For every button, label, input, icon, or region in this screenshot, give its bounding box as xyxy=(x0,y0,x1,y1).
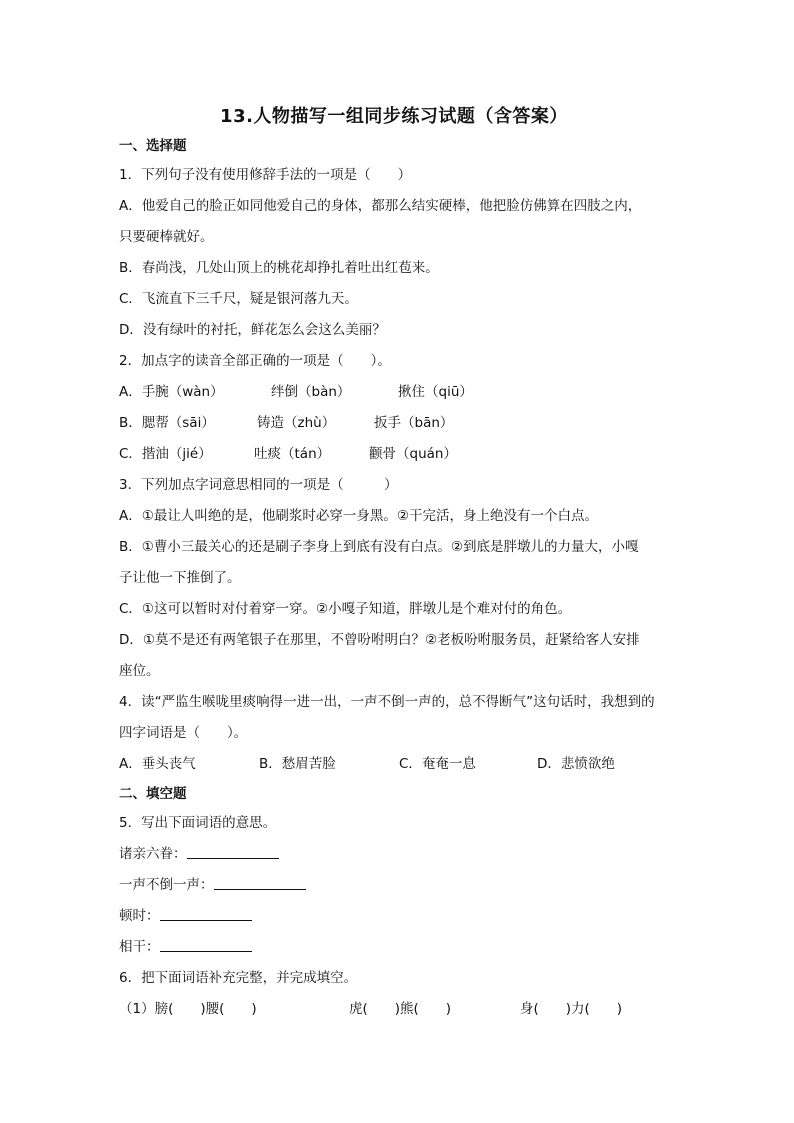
q2-row-a xyxy=(119,377,679,408)
q5-item-3 xyxy=(119,901,679,932)
q5-item-3-label: 顿时： xyxy=(119,908,160,924)
q6-items xyxy=(119,994,679,1025)
q2-c-item-3: 颧骨（quán） xyxy=(369,446,457,462)
q2-c-item-2: 吐痰（tán） xyxy=(254,446,331,462)
q4-option-a: A．垂头丧气 xyxy=(119,756,196,772)
q2-a-item-1: A．手腕（wàn） xyxy=(119,384,224,400)
answer-blank[interactable] xyxy=(160,937,252,952)
q4-stem-line2: 四字词语是（ ）。 xyxy=(119,725,248,741)
page-title: 13.人物描写一组同步练习试题（含答案） xyxy=(220,106,568,127)
q3-option-d-line1: D．①莫不是还有两笔银子在那里，不曾吩咐明白？②老板吩咐服务员，赶紧给客人安排 xyxy=(119,632,640,648)
q3-option-a: A．①最让人叫绝的是，他刷浆时必穿一身黑。②干完活，身上绝没有一个白点。 xyxy=(119,508,598,524)
q3-option-d-line2: 座位。 xyxy=(119,663,160,679)
q6-stem: 6．把下面词语补充完整，并完成填空。 xyxy=(119,970,358,986)
q4-options xyxy=(119,749,679,780)
q4-option-d: D．悲愤欲绝 xyxy=(537,756,615,772)
q3-option-b-line2: 子让他一下推倒了。 xyxy=(119,570,241,586)
q1-option-a-line2: 只要硬棒就好。 xyxy=(119,229,214,245)
q5-item-4-label: 相干： xyxy=(119,939,160,955)
section-heading-fill: 二、填空题 xyxy=(119,786,187,802)
q2-a-item-3: 揪住（qiū） xyxy=(398,384,473,400)
q5-item-1-label: 诸亲六眷： xyxy=(119,846,187,862)
q1-option-d: D．没有绿叶的衬托，鲜花怎么会这么美丽？ xyxy=(119,322,386,338)
q5-item-4 xyxy=(119,932,679,963)
q1-stem: 1．下列句子没有使用修辞手法的一项是（ ） xyxy=(119,167,412,183)
q5-item-2-label: 一声不倒一声： xyxy=(119,877,214,893)
q4-option-b: B．愁眉苦脸 xyxy=(259,756,336,772)
q3-stem: 3．下列加点字词意思相同的一项是（ ） xyxy=(119,477,398,493)
q3-option-b-line1: B．①曹小三最关心的还是刷子李身上到底有没有白点。②到底是胖墩儿的力量大，小嘎 xyxy=(119,539,639,555)
q5-item-2 xyxy=(119,870,679,901)
q1-option-b: B．春尚浅，几处山顶上的桃花却挣扎着吐出红苞来。 xyxy=(119,260,439,276)
q2-c-item-1: C．揩油（jié） xyxy=(119,446,212,462)
q3-option-c: C．①这可以暂时对付着穿一穿。②小嘎子知道，胖墩儿是个难对付的角色。 xyxy=(119,601,572,617)
q4-stem-line1: 4．读“严监生喉咙里痰响得一进一出，一声不倒一声的，总不得断气”这句话时，我想到的 xyxy=(119,694,655,710)
answer-blank[interactable] xyxy=(187,844,279,859)
q6-item-1: （1）膀( )腰( ) xyxy=(119,1001,257,1017)
section-heading-choice: 一、选择题 xyxy=(119,138,187,154)
q2-row-b xyxy=(119,408,679,439)
q1-option-a-line1: A．他爱自己的脸正如同他爱自己的身体，都那么结实硬棒，他把脸仿佛算在四肢之内， xyxy=(119,198,642,214)
q4-option-c: C．奄奄一息 xyxy=(399,756,476,772)
q6-item-2: 虎( )熊( ) xyxy=(349,1001,452,1017)
q1-option-c: C．飞流直下三千尺，疑是银河落九天。 xyxy=(119,291,358,307)
worksheet-page xyxy=(119,104,679,1025)
q2-b-item-3: 扳手（bān） xyxy=(374,415,454,431)
q2-row-c xyxy=(119,439,679,470)
answer-blank[interactable] xyxy=(214,875,306,890)
answer-blank[interactable] xyxy=(160,906,252,921)
q5-stem: 5．写出下面词语的意思。 xyxy=(119,815,277,831)
q5-item-1 xyxy=(119,839,679,870)
q2-b-item-2: 铸造（zhù） xyxy=(257,415,336,431)
q6-item-3: 身( )力( ) xyxy=(520,1001,623,1017)
q2-stem: 2．加点字的读音全部正确的一项是（ ）。 xyxy=(119,353,391,369)
q2-a-item-2: 绊倒（bàn） xyxy=(271,384,351,400)
q2-b-item-1: B．腮帮（sāi） xyxy=(119,415,215,431)
